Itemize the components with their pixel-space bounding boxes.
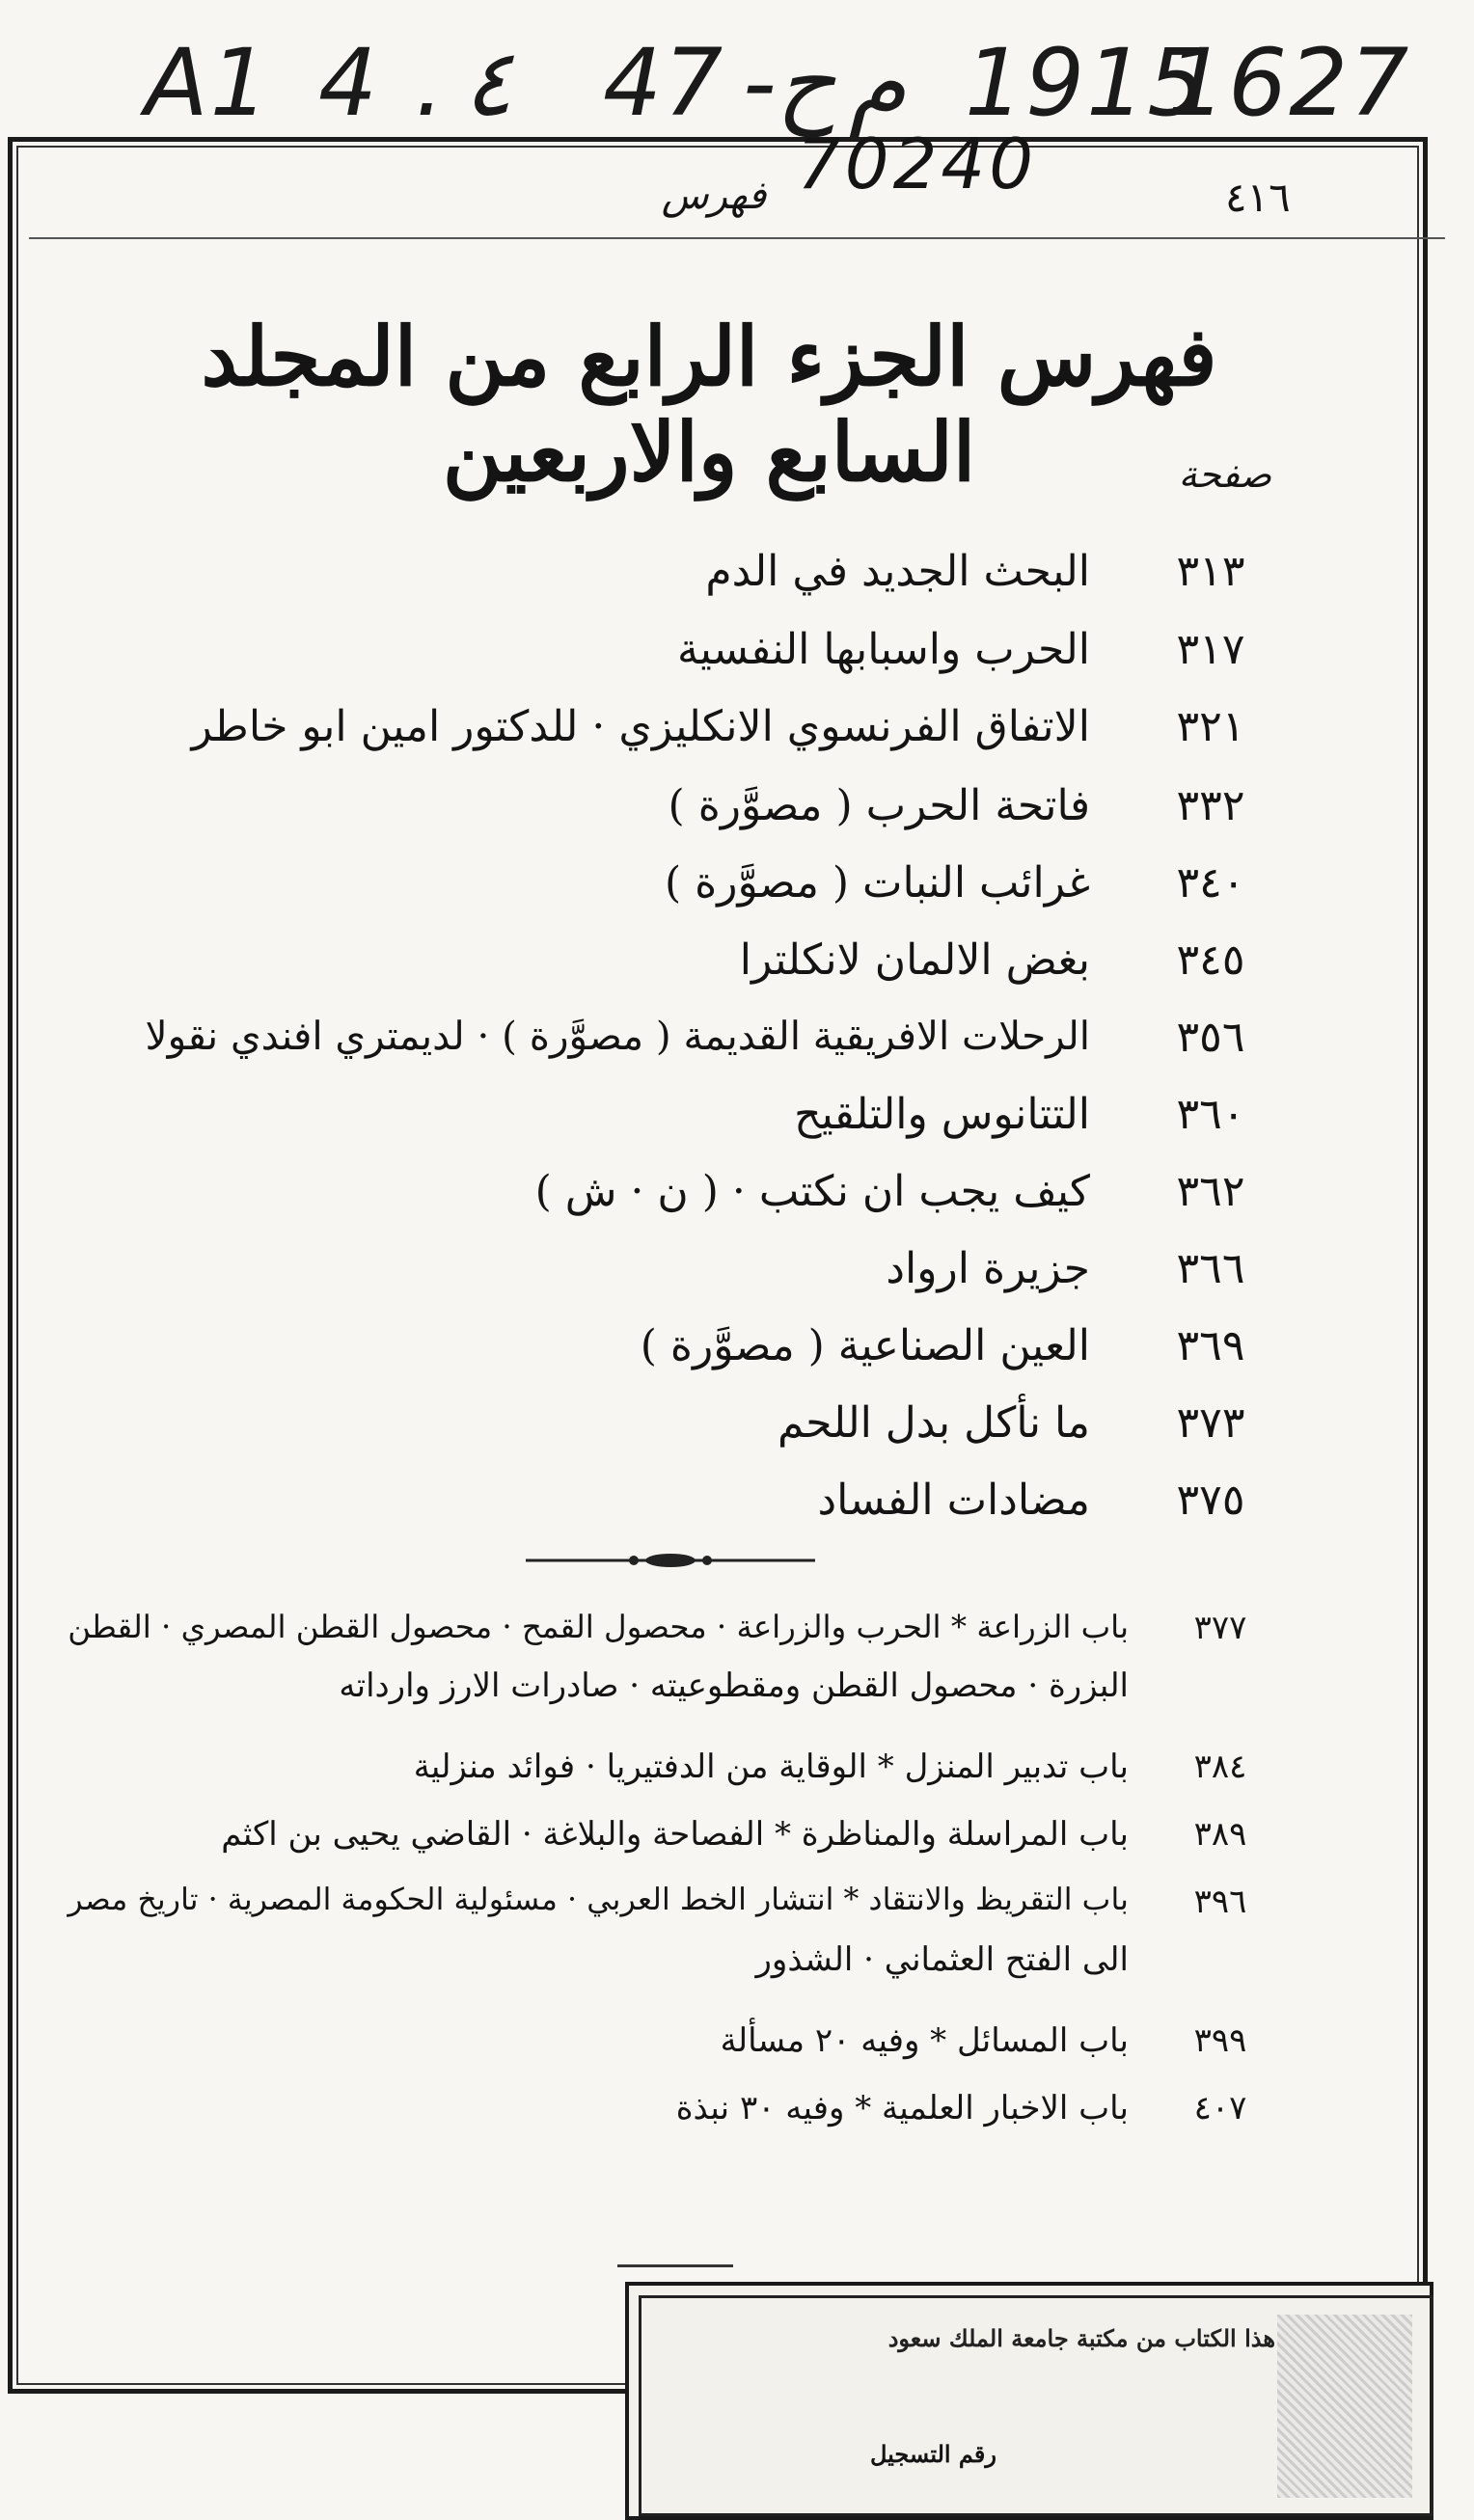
hand-mark-8: 1915 bbox=[965, 29, 1209, 137]
hand-mark-7: م bbox=[849, 29, 907, 137]
section-entry-page: ٣٨٩ bbox=[1193, 1815, 1247, 1854]
toc-entry-page: ٣٢١ bbox=[1176, 702, 1245, 751]
stamp-registration-label: رقم التسجيل bbox=[870, 2440, 996, 2468]
page-number: ٤١٦ bbox=[1225, 174, 1291, 221]
section-entry bbox=[29, 2021, 1293, 2070]
hand-mark-5: 47 bbox=[603, 29, 725, 137]
toc-entry-page: ٣٧٥ bbox=[1176, 1476, 1245, 1525]
section-entry-continuation bbox=[29, 1940, 1293, 1989]
section-entry-page: ٣٧٧ bbox=[1193, 1609, 1247, 1647]
toc-entry-title: فاتحة الحرب ( مصوَّرة ) bbox=[668, 781, 1090, 830]
section-entry bbox=[29, 1815, 1293, 1863]
toc-entry bbox=[135, 1398, 1283, 1456]
toc-entry-title: البحث الجديد في الدم bbox=[705, 547, 1090, 596]
running-title: فهرس bbox=[661, 174, 767, 218]
toc-entry bbox=[135, 1244, 1283, 1302]
toc-entry bbox=[135, 702, 1283, 760]
toc-entry-title: الاتفاق الفرنسوي الانكليزي · للدكتور امين ابو خاطر bbox=[191, 702, 1090, 751]
toc-entry bbox=[135, 858, 1283, 916]
toc-entry-page: ٣٧٣ bbox=[1176, 1398, 1245, 1448]
toc-entry-title: غرائب النبات ( مصوَّرة ) bbox=[664, 858, 1090, 908]
library-stamp bbox=[625, 2282, 1433, 2520]
handwritten-catalog-note bbox=[0, 29, 1474, 135]
toc-entry-page: ٣١٣ bbox=[1176, 547, 1245, 596]
section-entry-title: باب تدبير المنزل * الوقاية من الدفتيريا · فوائد منزلية bbox=[413, 1748, 1129, 1786]
toc-entry bbox=[135, 781, 1283, 839]
section-entry-page: ٣٩٦ bbox=[1193, 1883, 1247, 1921]
section-entry-title: باب المراسلة والمناظرة * الفصاحة والبلاغة · القاضي يحيى بن اكثم bbox=[221, 1815, 1129, 1854]
toc-entry-page: ٣٤٠ bbox=[1176, 858, 1245, 908]
toc-entry-page: ٣٦٩ bbox=[1176, 1321, 1245, 1370]
toc-entry bbox=[135, 1476, 1283, 1533]
stamp-smudge bbox=[1277, 2315, 1412, 2498]
toc-entry-page: ٣٣٢ bbox=[1176, 781, 1245, 830]
section-entry-page: ٣٨٤ bbox=[1193, 1748, 1247, 1786]
stamp-registration-number: 70240 bbox=[797, 123, 1038, 204]
toc-entry-title: التتانوس والتلقيح bbox=[794, 1090, 1090, 1139]
stamp-header-text: هذا الكتاب من مكتبة جامعة الملك سعود bbox=[887, 2324, 1275, 2352]
page-title: فهرس الجزء الرابع من المجلد السابع والاربعين bbox=[201, 309, 1217, 500]
toc-entry-page: ٣١٧ bbox=[1176, 625, 1245, 674]
bottom-rule bbox=[617, 2264, 733, 2267]
section-entry bbox=[29, 2089, 1293, 2137]
toc-entry bbox=[135, 1090, 1283, 1148]
hand-mark-9: 1627 bbox=[1167, 29, 1411, 137]
section-entry-title: باب التقريظ والانتقاد * انتشار الخط العربي · مسئولية الحكومة المصرية · تاريخ مصر bbox=[68, 1883, 1129, 1917]
toc-entry-title: العين الصناعية ( مصوَّرة ) bbox=[640, 1321, 1090, 1370]
section-entry-page: ٤٠٧ bbox=[1193, 2089, 1247, 2127]
hand-mark-4: ٤ bbox=[463, 29, 513, 137]
section-entry-title: باب الاخبار العلمية * وفيه ٣٠ نبذة bbox=[675, 2089, 1129, 2127]
section-entry-title: باب المسائل * وفيه ٢٠ مسألة bbox=[720, 2021, 1129, 2060]
ornament-divider bbox=[526, 1549, 815, 1572]
header-rule bbox=[29, 237, 1445, 239]
toc-entry-title: جزيرة ارواد bbox=[886, 1244, 1090, 1293]
hand-mark-6: -ح bbox=[743, 29, 836, 137]
toc-entry bbox=[135, 935, 1283, 993]
toc-entry-page: ٣٦٠ bbox=[1176, 1090, 1245, 1139]
section-entry bbox=[29, 1609, 1293, 1657]
toc-entry-page: ٣٦٦ bbox=[1176, 1244, 1245, 1293]
toc-entry-page: ٣٤٥ bbox=[1176, 935, 1245, 985]
hand-mark-2: 4 bbox=[318, 29, 380, 137]
toc-entry bbox=[135, 547, 1283, 605]
toc-entry-title: الحرب واسبابها النفسية bbox=[677, 625, 1090, 674]
toc-entry bbox=[135, 1321, 1283, 1379]
hand-mark-3: . bbox=[415, 29, 447, 137]
toc-entry-title: كيف يجب ان نكتب · ( ن · ش ) bbox=[534, 1167, 1090, 1216]
toc-entry-title: بغض الالمان لانكلترا bbox=[739, 935, 1090, 985]
section-entry-page: ٣٩٩ bbox=[1193, 2021, 1247, 2060]
page-column-label: صفحة bbox=[1178, 453, 1272, 496]
section-entry-continuation-text: البزرة · محصول القطن ومقطوعيته · صادرات الارز وارداته bbox=[339, 1666, 1129, 1705]
toc-entry-page: ٣٥٦ bbox=[1176, 1013, 1245, 1062]
toc-entry bbox=[135, 625, 1283, 683]
toc-entry-title: مضادات الفساد bbox=[817, 1476, 1090, 1525]
section-entry bbox=[29, 1883, 1293, 1931]
toc-entry-title: ما نأكل بدل اللحم bbox=[777, 1398, 1090, 1448]
toc-entry-page: ٣٦٢ bbox=[1176, 1167, 1245, 1216]
toc-entry bbox=[135, 1167, 1283, 1225]
hand-mark-1: A1 bbox=[145, 29, 271, 137]
toc-entry-title: الرحلات الافريقية القديمة ( مصوَّرة ) · لديمتري افندي نقولا bbox=[145, 1013, 1090, 1059]
toc-entry bbox=[135, 1013, 1283, 1070]
section-entry-continuation bbox=[29, 1666, 1293, 1715]
section-entry-title: باب الزراعة * الحرب والزراعة · محصول القمح · محصول القطن المصري · القطن bbox=[68, 1609, 1129, 1645]
section-entry-continuation-text: الى الفتح العثماني · الشذور bbox=[755, 1940, 1129, 1979]
section-entry bbox=[29, 1748, 1293, 1796]
